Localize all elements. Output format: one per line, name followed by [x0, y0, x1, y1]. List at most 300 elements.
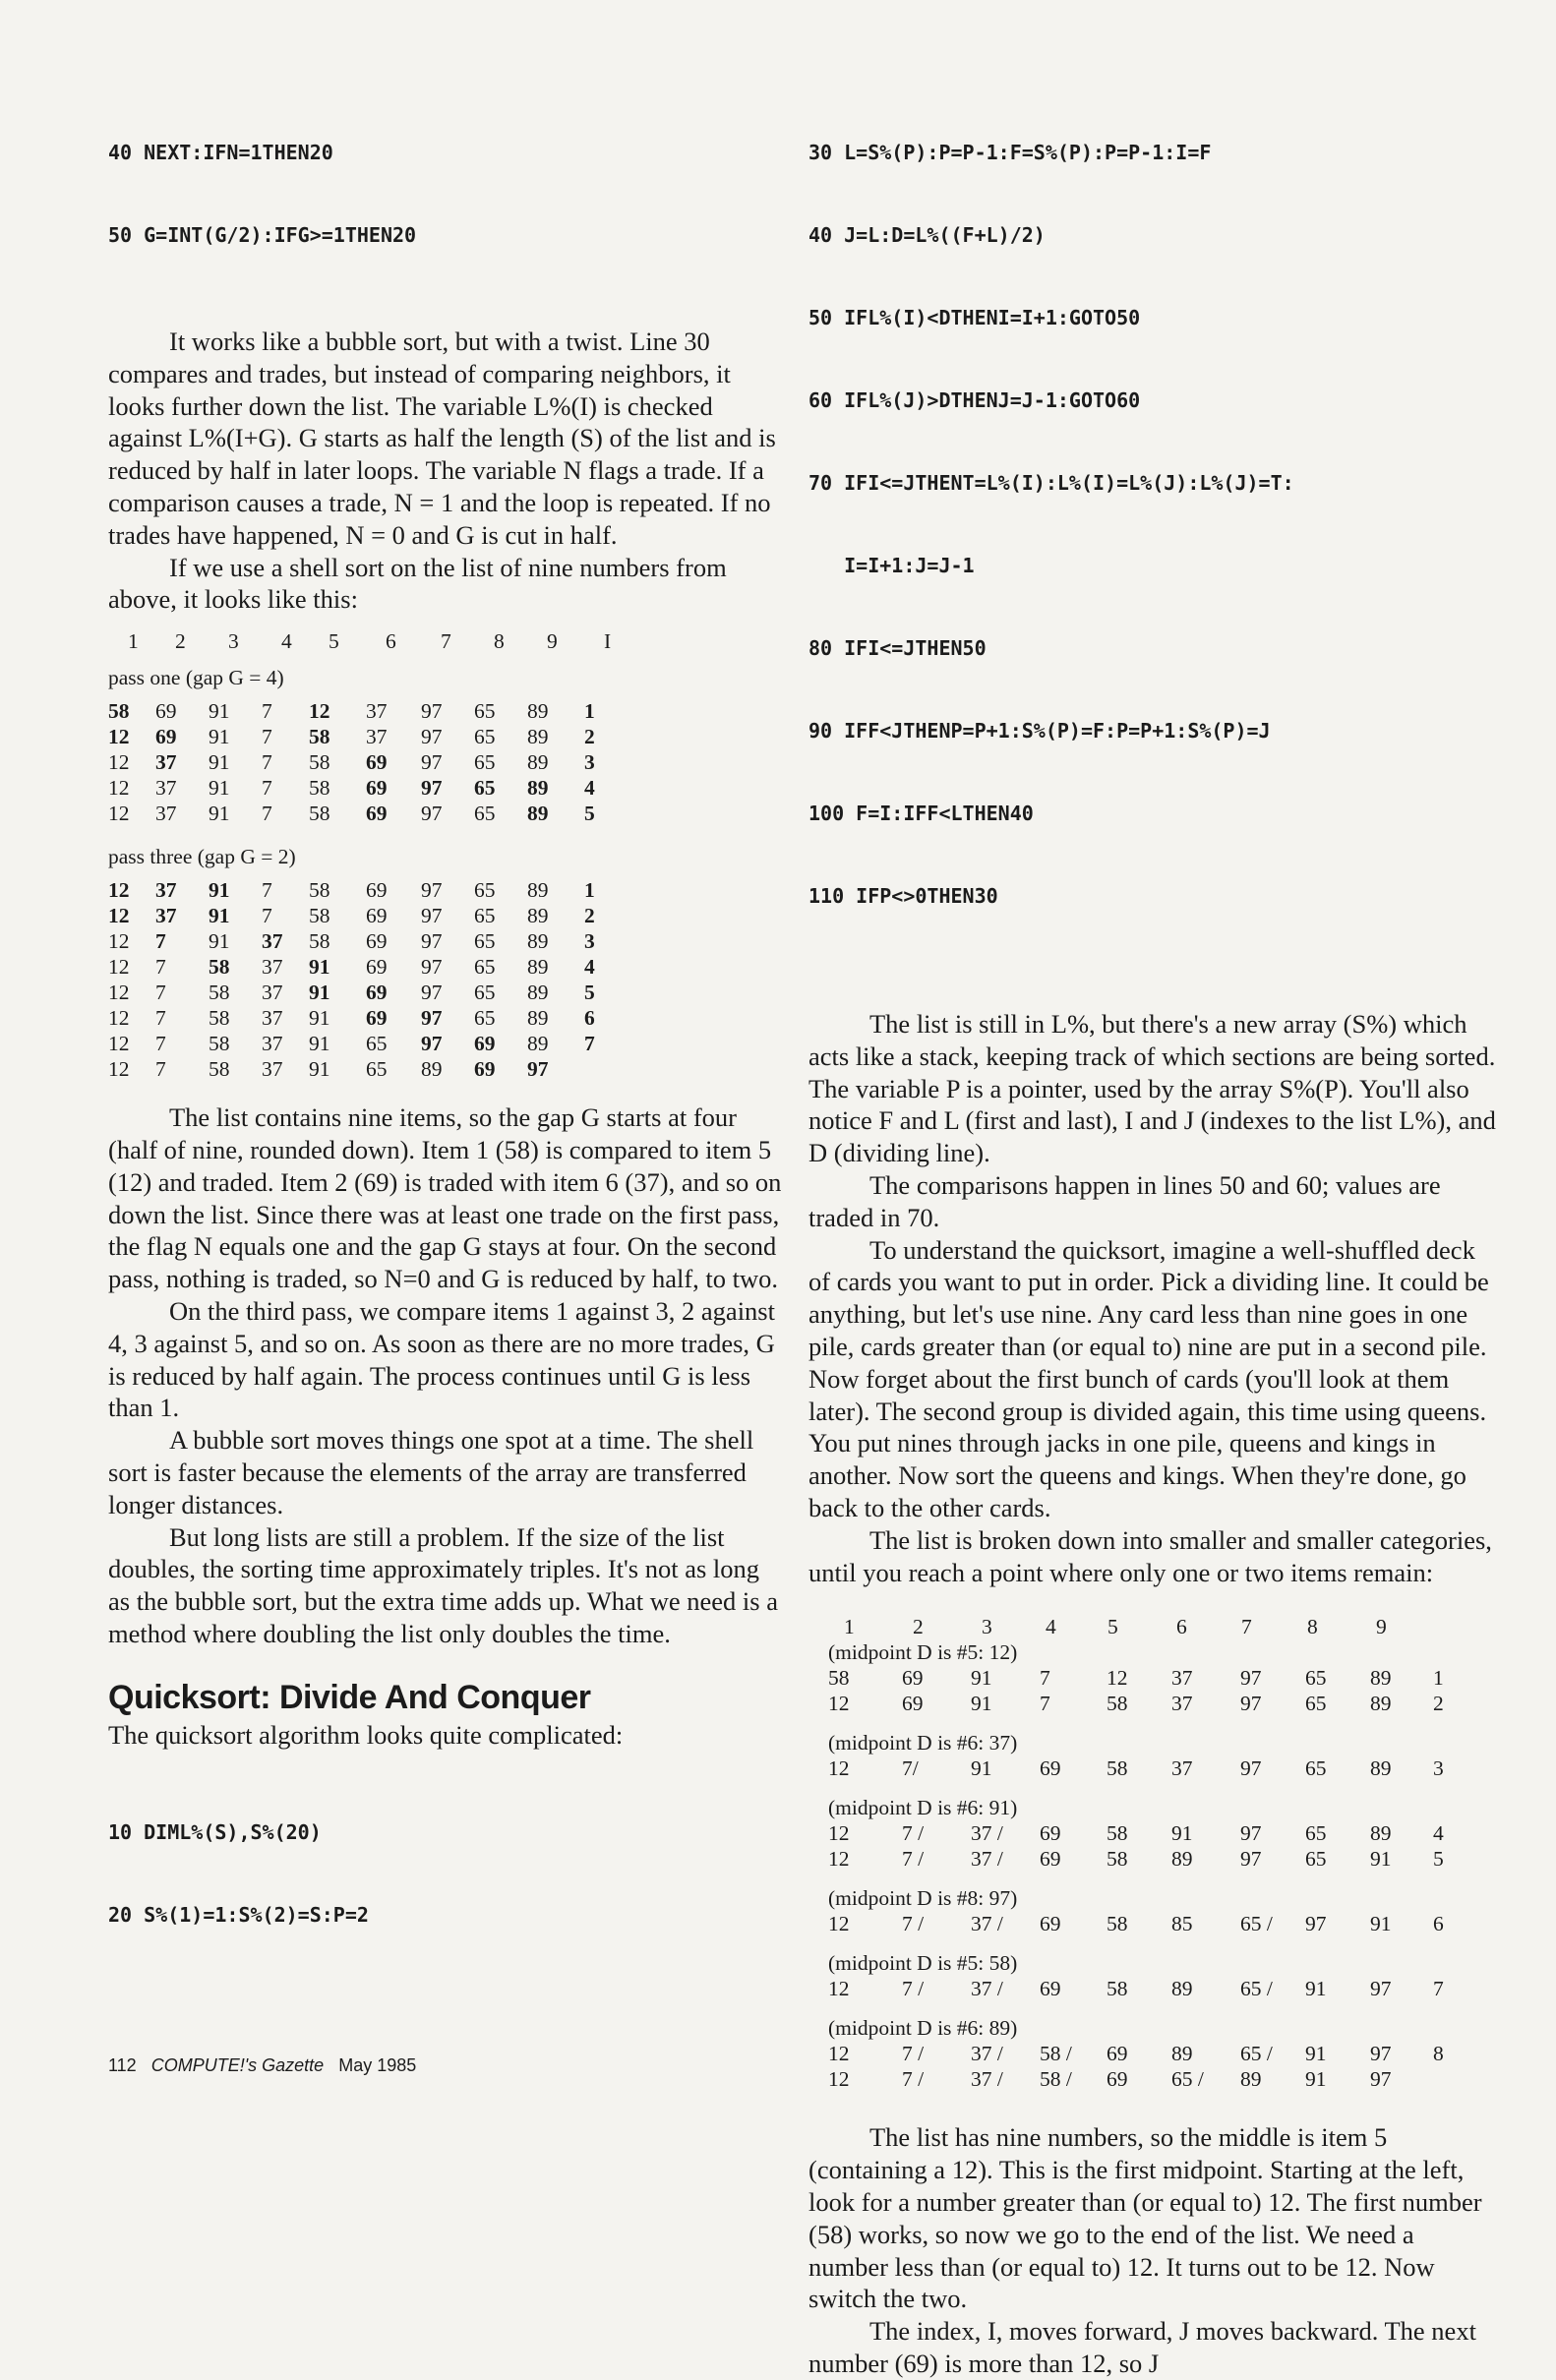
col-header: 6 — [1176, 1615, 1187, 1639]
col-header: 1 — [128, 629, 139, 654]
table-cell: 7 — [1040, 1692, 1050, 1716]
table-cell: 65 / — [1171, 2067, 1204, 2092]
table-cell: 97 — [421, 699, 443, 724]
table-cell: 2 — [584, 904, 595, 928]
quicksort-step-table — [828, 1665, 1463, 1716]
table-cell: 69 — [1040, 1912, 1061, 1936]
table-cell: 58 — [209, 1032, 230, 1056]
table-cell: 3 — [584, 929, 595, 954]
code-line: 90 IFF<JTHENP=P+1:S%(P)=F:P=P+1:S%(P)=J — [808, 719, 1271, 743]
table-cell: 91 — [1370, 1912, 1392, 1936]
table-cell: 97 — [421, 725, 443, 749]
table-cell: 65 — [1305, 1692, 1327, 1716]
table-cell: 89 — [1171, 2042, 1193, 2066]
table-cell: 89 — [527, 1006, 549, 1031]
table-cell: 37 — [155, 776, 177, 801]
table-cell: 7 / — [902, 1977, 925, 2001]
table-cell: 12 — [828, 1977, 850, 2001]
col-header: 3 — [228, 629, 239, 654]
table-cell: 12 — [828, 1756, 850, 1781]
table-cell: 58 — [309, 802, 330, 826]
right-column — [808, 84, 1497, 2380]
table-cell: 65 — [474, 699, 496, 724]
col-header: 9 — [1376, 1615, 1387, 1639]
table-cell: 97 — [421, 929, 443, 954]
table-cell: 58 — [309, 725, 330, 749]
code-line: 20 S%(1)=1:S%(2)=S:P=2 — [108, 1902, 369, 1927]
table-cell: 7 — [262, 750, 272, 775]
table-cell: 12 — [108, 1057, 130, 1082]
table-cell: 97 — [421, 802, 443, 826]
table-cell: 97 — [421, 904, 443, 928]
table-cell: 58 — [209, 955, 230, 980]
table-cell: 89 — [1240, 2067, 1262, 2092]
table-cell: 89 — [527, 699, 549, 724]
table-cell: 89 — [1370, 1821, 1392, 1846]
paragraph: The list contains nine items, so the gap G starts at four (half of nine, rounded down). Item 1 (58) is compared to item 5 (12) and traded. Item 2 (69) is traded with item 6 (37), and so on down the list. Since there was at least one trade on the first pass, the flag N equals one and the gap G stays at four. On the second pass, nothing is traded, so N=0 and G is reduced by half, to two. — [108, 1102, 782, 1294]
table-cell: 69 — [1040, 1756, 1061, 1781]
table-cell: 65 — [1305, 1847, 1327, 1872]
table-cell: 65 — [366, 1057, 388, 1082]
table-cell: 6 — [584, 1006, 595, 1031]
table-row — [828, 1755, 1463, 1781]
table-cell: 4 — [584, 955, 595, 980]
table-row — [828, 1691, 1463, 1716]
table-row — [108, 1056, 614, 1082]
midpoint-label: (midpoint D is #5: 58) — [828, 1951, 1018, 1976]
table-cell: 89 — [1370, 1756, 1392, 1781]
code-line: 50 G=INT(G/2):IFG>=1THEN20 — [108, 223, 417, 247]
table-cell: 37 — [262, 981, 283, 1005]
col-header: 8 — [1307, 1615, 1318, 1639]
table-cell: 58 — [108, 699, 130, 724]
code-line: 40 NEXT:IFN=1THEN20 — [108, 141, 333, 164]
table-cell: 58 — [1107, 1756, 1128, 1781]
table-cell: 91 — [1305, 1977, 1327, 2001]
table-cell: 69 — [1040, 1847, 1061, 1872]
table-cell: 69 — [902, 1666, 924, 1691]
table-cell: 4 — [584, 776, 595, 801]
paragraph: The list has nine numbers, so the middle is item 5 (containing a 12). This is the first midpoint. Starting at the left, look for a number greater than (or equal to) 12. The first number (58) works, so now we go to the end of the list. We need a number less than (or equal to) 12. It turns out to be 12. Now switch the two. — [808, 2122, 1482, 2314]
table-cell: 89 — [1171, 1977, 1193, 2001]
table-cell: 37 — [1171, 1666, 1193, 1691]
table-cell: 12 — [108, 750, 130, 775]
table-cell: 37 / — [971, 1912, 1003, 1936]
code-line: 40 J=L:D=L%((F+L)/2) — [808, 223, 1046, 247]
paragraph: It works like a bubble sort, but with a twist. Line 30 compares and trades, but instead of comparing neighbors, it looks further down the list. The variable L%(I) is checked against L%(I+G). G starts as half the length (S) of the list and is reduced by half in later loops. The variable N flags a trade. If a comparison causes a trade, N = 1 and the loop is repeated. If no trades have happened, N = 0 and G is cut in half. — [108, 327, 776, 550]
table-cell: 58 — [209, 1006, 230, 1031]
table-cell: 91 — [971, 1692, 992, 1716]
midpoint-label: (midpoint D is #8: 97) — [828, 1886, 1018, 1911]
col-header: 5 — [1107, 1615, 1118, 1639]
table-cell: 37 — [155, 904, 177, 928]
table-cell: 12 — [108, 929, 130, 954]
table-cell: 58 — [209, 981, 230, 1005]
table-cell: 7/ — [902, 1756, 919, 1781]
table-cell: 37 — [262, 955, 283, 980]
table-cell: 3 — [1433, 1756, 1444, 1781]
table-row — [108, 928, 614, 954]
col-header: 3 — [982, 1615, 992, 1639]
table-cell: 12 — [108, 904, 130, 928]
quicksort-code-block — [808, 84, 1497, 965]
table-cell — [1433, 2066, 1463, 2092]
table-cell: 91 — [209, 802, 230, 826]
table-row — [108, 1005, 614, 1031]
table-cell: 12 — [108, 878, 130, 903]
paragraph: The quicksort algorithm looks quite complicated: — [108, 1719, 624, 1750]
table-cell: 97 — [421, 776, 443, 801]
table-cell: 91 — [309, 1006, 330, 1031]
table-cell: 7 / — [902, 1821, 925, 1846]
table-cell: 89 — [1171, 1847, 1193, 1872]
table-cell: 91 — [309, 955, 330, 980]
table-cell: 5 — [584, 802, 595, 826]
left-column — [108, 84, 787, 1984]
table-cell: 89 — [527, 981, 549, 1005]
table-cell: 58 / — [1040, 2067, 1072, 2092]
table-cell: 65 — [474, 750, 496, 775]
table-row — [108, 698, 614, 724]
table-cell: 91 — [309, 1032, 330, 1056]
table-cell: 97 — [421, 750, 443, 775]
table-row — [108, 724, 614, 749]
table-cell: 65 — [474, 776, 496, 801]
table-row — [828, 2041, 1463, 2066]
table-cell: 58 — [1107, 1692, 1128, 1716]
table-cell: 91 — [971, 1756, 992, 1781]
table-cell — [584, 1056, 614, 1082]
table-cell: 69 — [474, 1057, 496, 1082]
table-cell: 65 — [474, 725, 496, 749]
table-cell: 89 — [421, 1057, 443, 1082]
table-cell: 4 — [1433, 1821, 1444, 1846]
table-cell: 69 — [366, 1006, 388, 1031]
table-cell: 65 — [474, 904, 496, 928]
table-cell: 89 — [527, 776, 549, 801]
table-cell: 12 — [828, 1821, 850, 1846]
paragraph: But long lists are still a problem. If the size of the list doubles, the sorting time approximately triples. It's not as long as the bubble sort, but the extra time adds up. What we need is a method where doubling the list only doubles the time. — [108, 1521, 778, 1648]
table-cell: 85 — [1171, 1912, 1193, 1936]
table-cell: 91 — [209, 725, 230, 749]
table-cell: 69 — [1040, 1977, 1061, 2001]
table-cell: 69 — [1107, 2042, 1128, 2066]
table-cell: 69 — [474, 1032, 496, 1056]
table-cell: 89 — [527, 904, 549, 928]
shell-sort-table — [128, 622, 633, 661]
table-cell: 37 — [1171, 1692, 1193, 1716]
table-cell: 65 — [1305, 1666, 1327, 1691]
table-cell: 65 — [1305, 1756, 1327, 1781]
table-cell: 97 — [1370, 2067, 1392, 2092]
table-cell: 1 — [1433, 1666, 1444, 1691]
table-row — [828, 1976, 1463, 2001]
table-cell: 7 / — [902, 2042, 925, 2066]
table-cell: 97 — [421, 878, 443, 903]
table-row — [108, 749, 614, 775]
table-cell: 12 — [828, 1692, 850, 1716]
code-line: 30 L=S%(P):P=P-1:F=S%(P):P=P-1:I=F — [808, 141, 1212, 164]
table-cell: 58 — [209, 1057, 230, 1082]
table-cell: 12 — [828, 1912, 850, 1936]
table-cell: 91 — [1370, 1847, 1392, 1872]
col-header: 9 — [547, 629, 558, 654]
col-header: 7 — [1241, 1615, 1252, 1639]
paragraph: The comparisons happen in lines 50 and 60; values are traded in 70. — [808, 1169, 1441, 1232]
table-cell: 58 — [1107, 1821, 1128, 1846]
table-row — [108, 877, 614, 903]
table-cell: 91 — [971, 1666, 992, 1691]
table-cell: 89 — [527, 878, 549, 903]
issue-date: May 1985 — [338, 2055, 417, 2075]
table-cell: 65 / — [1240, 2042, 1273, 2066]
table-cell: 91 — [209, 776, 230, 801]
page-footer — [108, 2055, 416, 2076]
table-cell: 2 — [584, 725, 595, 749]
table-cell: 65 — [474, 802, 496, 826]
col-header: 5 — [329, 629, 339, 654]
table-cell: 91 — [209, 929, 230, 954]
code-line: 60 IFL%(J)>DTHENJ=J-1:GOTO60 — [808, 388, 1141, 412]
table-cell: 58 — [1107, 1977, 1128, 2001]
table-cell: 7 — [155, 955, 166, 980]
table-cell: 97 — [1240, 1821, 1262, 1846]
table-cell: 89 — [1370, 1666, 1392, 1691]
table-cell: 37 — [155, 878, 177, 903]
table-cell: 7 — [262, 904, 272, 928]
table-cell: 97 — [1370, 1977, 1392, 2001]
paragraph: To understand the quicksort, imagine a well-shuffled deck of cards you want to put in order. Pick a dividing line. It could be anything, but let's use nine. Any card less than nine goes in one pile, cards greater than (or equal to) nine are put in a second pile. Now forget about the first bunch of cards (you'll look at them later). The second group is divided again, this time using queens. You put nines through jacks in one pile, queens and kings in another. Now sort the queens and kings. When they're done, go back to the other cards. — [808, 1234, 1489, 1522]
table-cell: 37 / — [971, 1821, 1003, 1846]
table-cell: 91 — [209, 904, 230, 928]
col-header: 6 — [386, 629, 396, 654]
table-cell: 58 — [1107, 1847, 1128, 1872]
table-cell: 65 — [474, 955, 496, 980]
table-cell: 97 — [527, 1057, 549, 1082]
table-cell: 37 — [262, 929, 283, 954]
table-cell: 69 — [366, 904, 388, 928]
table-cell: 97 — [421, 955, 443, 980]
table-cell: 7 — [155, 1032, 166, 1056]
table-cell: 65 — [474, 878, 496, 903]
paragraph: The list is broken down into smaller and smaller categories, until you reach a point where only one or two items remain: — [808, 1524, 1492, 1587]
midpoint-label: (midpoint D is #6: 89) — [828, 2016, 1018, 2041]
table-cell: 3 — [584, 750, 595, 775]
table-cell: 37 / — [971, 2042, 1003, 2066]
table-cell: 58 / — [1040, 2042, 1072, 2066]
table-cell: 5 — [1433, 1847, 1444, 1872]
table-row — [108, 1031, 614, 1056]
table-cell: 58 — [309, 878, 330, 903]
table-cell: 37 / — [971, 1847, 1003, 1872]
table-cell: 58 — [309, 750, 330, 775]
table-cell: 37 — [366, 725, 388, 749]
table-cell: 89 — [527, 725, 549, 749]
table-cell: 12 — [108, 802, 130, 826]
table-row — [828, 1846, 1463, 1872]
table-cell: 1 — [584, 878, 595, 903]
table-cell: 12 — [828, 2067, 850, 2092]
col-header: 1 — [844, 1615, 855, 1639]
col-header: 8 — [494, 629, 505, 654]
code-block-bottom — [108, 1763, 787, 1984]
table-cell: 97 — [1240, 1756, 1262, 1781]
section-heading: Quicksort: Divide And Conquer — [108, 1678, 591, 1716]
table-cell: 12 — [828, 1847, 850, 1872]
table-cell: 91 — [1305, 2067, 1327, 2092]
table-cell: 12 — [108, 776, 130, 801]
table-cell: 58 — [309, 776, 330, 801]
table-cell: 69 — [1040, 1821, 1061, 1846]
table-cell: 8 — [1433, 2042, 1444, 2066]
code-line: 100 F=I:IFF<LTHEN40 — [808, 802, 1034, 825]
table-cell: 91 — [1305, 2042, 1327, 2066]
code-line: 10 DIML%(S),S%(20) — [108, 1819, 322, 1844]
code-line: I=I+1:J=J-1 — [808, 554, 975, 577]
table-cell: 7 / — [902, 1847, 925, 1872]
col-header: 4 — [1046, 1615, 1056, 1639]
quicksort-step-table — [828, 1820, 1463, 1872]
col-header: 2 — [913, 1615, 924, 1639]
paragraph: If we use a shell sort on the list of nine numbers from above, it looks like this: — [108, 552, 727, 615]
magazine-name: COMPUTE!'s Gazette — [150, 2055, 325, 2075]
code-line: 110 IFP<>0THEN30 — [808, 884, 998, 908]
col-header: 4 — [281, 629, 292, 654]
table-row — [828, 1911, 1463, 1936]
table-cell: 97 — [421, 1032, 443, 1056]
col-header: I — [604, 629, 612, 654]
quicksort-step-table — [828, 1976, 1463, 2001]
table-cell: 89 — [527, 750, 549, 775]
table-row — [828, 1820, 1463, 1846]
page-number: 112 — [108, 2055, 137, 2075]
table-row — [108, 954, 614, 980]
table-cell: 69 — [902, 1692, 924, 1716]
paragraph: The list is still in L%, but there's a new array (S%) which acts like a stack, keeping track of which sections are being sorted. The variable P is a pointer, used by the array S%(P). You'll also notice F and L (first and last), I and J (indexes to the list L%), and D (dividing line). — [808, 1009, 1496, 1168]
table-cell: 12 — [108, 981, 130, 1005]
paragraph: The index, I, moves forward, J moves backward. The next number (69) is more than 12, so J — [808, 2316, 1476, 2378]
table-row — [828, 2066, 1463, 2092]
table-cell: 6 — [1433, 1912, 1444, 1936]
table-cell: 12 — [1107, 1666, 1128, 1691]
table-cell: 97 — [1305, 1912, 1327, 1936]
table-cell: 37 — [262, 1006, 283, 1031]
pass-three-label: pass three (gap G = 2) — [108, 845, 296, 869]
table-row — [108, 980, 614, 1005]
table-cell: 7 — [584, 1032, 595, 1056]
table-cell: 97 — [421, 981, 443, 1005]
table-cell: 69 — [366, 750, 388, 775]
table-row — [108, 801, 614, 826]
paragraph: On the third pass, we compare items 1 against 3, 2 against 4, 3 against 5, and so on. As soon as there are no more trades, G is reduced by half again. The process continues until G is less than 1. — [108, 1295, 775, 1423]
midpoint-label: (midpoint D is #6: 91) — [828, 1796, 1018, 1820]
table-cell: 37 — [262, 1057, 283, 1082]
table-cell: 2 — [1433, 1692, 1444, 1716]
code-line: 80 IFI<=JTHEN50 — [808, 636, 987, 660]
table-cell: 12 — [108, 955, 130, 980]
table-cell: 97 — [1240, 1692, 1262, 1716]
table-cell: 97 — [1240, 1847, 1262, 1872]
table-row — [108, 775, 614, 801]
table-row — [828, 1665, 1463, 1691]
quicksort-step-table — [828, 1911, 1463, 1936]
table-cell: 65 — [474, 929, 496, 954]
table-cell: 12 — [108, 725, 130, 749]
quicksort-trace — [828, 1639, 1497, 2092]
table-row — [108, 903, 614, 928]
table-cell: 97 — [1240, 1666, 1262, 1691]
table-cell: 37 — [262, 1032, 283, 1056]
table-cell: 7 / — [902, 2067, 925, 2092]
table-cell: 69 — [366, 981, 388, 1005]
midpoint-label: (midpoint D is #5: 12) — [828, 1640, 1018, 1665]
table-cell: 69 — [155, 725, 177, 749]
table-cell: 58 — [309, 929, 330, 954]
col-header: 7 — [441, 629, 451, 654]
code-line: 50 IFL%(I)<DTHENI=I+1:GOTO50 — [808, 306, 1141, 329]
table-cell: 12 — [108, 1006, 130, 1031]
table-cell: 58 — [1107, 1912, 1128, 1936]
quicksort-step-table — [828, 1755, 1463, 1781]
pass-three-table — [108, 877, 614, 1082]
table-cell: 69 — [366, 878, 388, 903]
quicksort-header — [844, 1614, 1415, 1639]
table-cell: 69 — [366, 955, 388, 980]
table-cell: 91 — [309, 1057, 330, 1082]
table-cell: 65 — [1305, 1821, 1327, 1846]
col-header: 2 — [175, 629, 186, 654]
table-cell: 69 — [1107, 2067, 1128, 2092]
table-cell: 65 / — [1240, 1977, 1273, 2001]
code-block-top — [108, 84, 787, 304]
table-cell: 7 — [262, 878, 272, 903]
table-cell: 7 — [262, 725, 272, 749]
table-cell: 7 — [1433, 1977, 1444, 2001]
table-cell: 89 — [527, 1032, 549, 1056]
table-cell: 65 — [474, 1006, 496, 1031]
table-cell: 65 — [366, 1032, 388, 1056]
table-cell: 37 / — [971, 1977, 1003, 2001]
table-cell: 7 / — [902, 1912, 925, 1936]
table-cell: 97 — [1370, 2042, 1392, 2066]
table-cell: 37 — [155, 750, 177, 775]
table-cell: 91 — [209, 699, 230, 724]
midpoint-label: (midpoint D is #6: 37) — [828, 1731, 1018, 1755]
table-cell: 37 / — [971, 2067, 1003, 2092]
table-cell: 65 / — [1240, 1912, 1273, 1936]
table-cell: 37 — [155, 802, 177, 826]
table-cell: 97 — [421, 1006, 443, 1031]
table-cell: 7 — [155, 1006, 166, 1031]
table-cell: 37 — [1171, 1756, 1193, 1781]
table-cell: 58 — [309, 904, 330, 928]
table-cell: 89 — [1370, 1692, 1392, 1716]
table-cell: 7 — [1040, 1666, 1050, 1691]
table-cell: 37 — [366, 699, 388, 724]
table-cell: 89 — [527, 955, 549, 980]
table-cell: 12 — [828, 2042, 850, 2066]
table-cell: 7 — [155, 981, 166, 1005]
table-cell: 12 — [108, 1032, 130, 1056]
table-cell: 91 — [209, 878, 230, 903]
table-cell: 91 — [1171, 1821, 1193, 1846]
table-cell: 69 — [366, 802, 388, 826]
table-cell: 7 — [155, 1057, 166, 1082]
table-cell: 89 — [527, 929, 549, 954]
code-line: 70 IFI<=JTHENT=L%(I):L%(I)=L%(J):L%(J)=T: — [808, 471, 1294, 495]
pass-one-table — [108, 698, 614, 826]
table-cell: 91 — [309, 981, 330, 1005]
